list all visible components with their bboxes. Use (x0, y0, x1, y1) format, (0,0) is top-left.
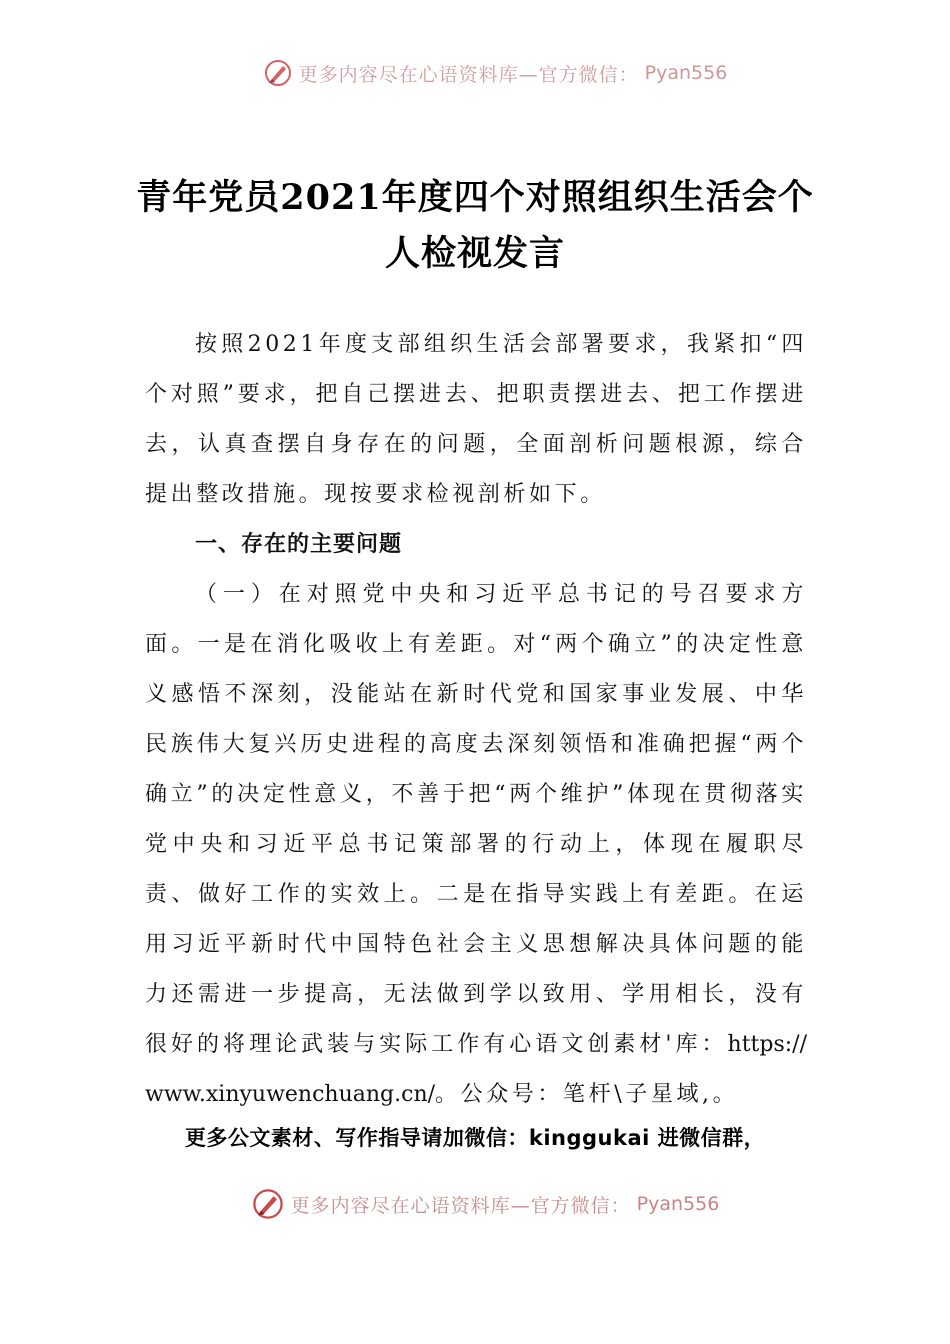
watermark-top (20, 58, 950, 88)
source-url: https://www.xinyuwenchuang.cn/ (145, 1032, 807, 1107)
section-paragraph (145, 570, 807, 1120)
pen-circle-logo-icon (251, 1187, 285, 1221)
watermark-text: 更多内容尽在心语资料库—官方微信： (290, 1194, 631, 1217)
intro-paragraph: 按照2021年度支部组织生活会部署要求，我紧扣“四个对照”要求，把自己摆进去、把职责摆进去、把工作摆进去，认真查摆自身存在的问题，全面剖析问题根源，综合提出整改措施。现按要求检视剖析如下。 (145, 332, 807, 507)
section-text: （一）在对照党中央和习近平总书记的号召要求方面。一是在消化吸收上有差距。对“两个确立”的决定性意义感悟不深刻，没能站在新时代党和国家事业发展、中华民族伟大复兴历史进程的高度去深刻领悟和准确把握“两个确立”的决定性意义，不善于把“两个维护”体现在贯彻落实党中央和习近平总书记策部署的行动上，体现在履职尽责、做好工作的实效上。二是在指导实践上有差距。在运用习近平新时代中国特色社会主义思想解决具体问题的能力还需进一步提高，无法做到学以致用、学用相长，没有很好的将理论武装与实际工作有心语文创素材'库： (145, 582, 807, 1057)
section-heading: 一、存在的主要问题 (195, 532, 403, 557)
watermark-bottom (10, 1187, 950, 1221)
watermark-wechat-id: Pyan556 (644, 62, 728, 84)
document-title: 青年党员2021年度四个对照组织生活会个人检视发言 (136, 177, 814, 274)
section-tail: 。公众号：笔杆\子星域,。 (435, 1082, 739, 1107)
pen-circle-logo-icon (263, 58, 293, 88)
promo-line: 更多公文素材、写作指导请加微信：kinggukai 进微信群， (184, 1126, 766, 1150)
watermark-wechat-id: Pyan556 (636, 1193, 720, 1215)
watermark-text: 更多内容尽在心语资料库—官方微信： (298, 63, 639, 86)
document-body (145, 320, 807, 1120)
